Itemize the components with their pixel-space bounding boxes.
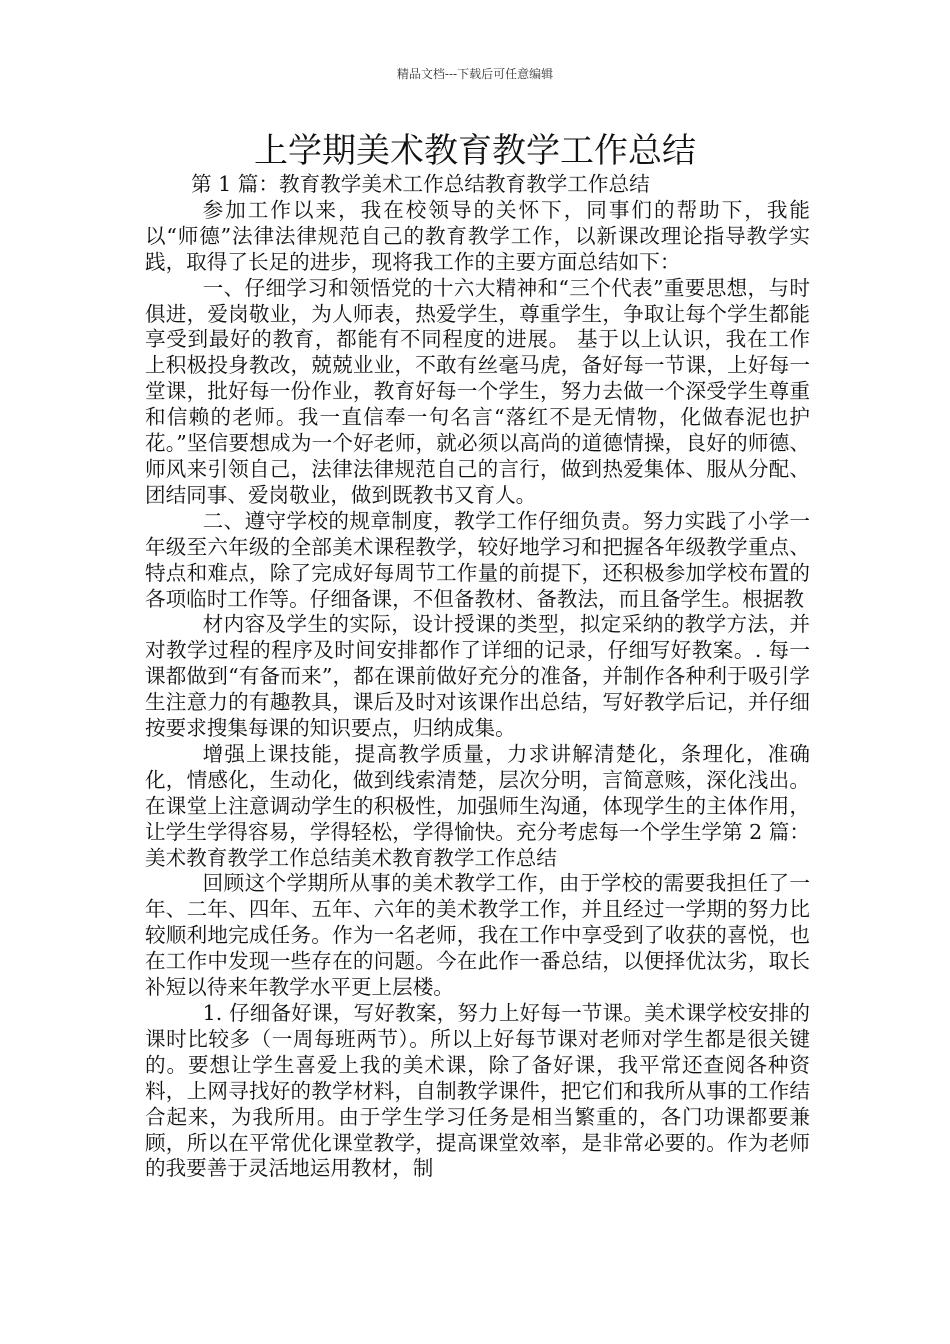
paragraph-item-one: 1. 仔细备好课，写好教案，努力上好每一节课。美术课学校安排的课时比较多（一周每班两节）。所以上好每节课对老师对学生都是很关键的。要想让学生喜爱上我的美术课，除了备好课，我平常还查阅各种资料，上网寻找好的教学材料，自制教学课件，把它们和我所从事的工作结合起来，为我所用。由于学生学习任务是相当繁重的，各门功课都要兼顾，所以在平常优化课堂教学，提高课堂效率，是非常必要的。作为老师的我要善于灵活地运用教材，制	[145, 1001, 810, 1181]
paragraph-lesson-prep: 材内容及学生的实际，设计授课的类型，拟定采纳的教学方法，并对教学过程的程序及时间安排都作了详细的记录，仔细写好教案。. 每一课都做到“有备而来”，都在课前做好充分的准备，并制作各种利于吸引学生注意力的有趣教具，课后及时对该课作出总结，写好教学后记，并仔细按要求搜集每课的知识要点，归纳成集。	[145, 612, 810, 741]
page-title: 上学期美术教育教学工作总结	[254, 131, 696, 171]
paragraph-review: 回顾这个学期所从事的美术教学工作，由于学校的需要我担任了一年、二年、四年、五年、六年的美术教学工作，并且经过一学期的努力比较顺利地完成任务。作为一名老师，我在工作中享受到了收获的喜悦，也在工作中发现一些存在的问题。今在此作一番总结，以便择优汰劣，取长补短以待来年教学水平更上层楼。	[145, 871, 810, 1000]
section-heading: 第 1 篇：教育教学美术工作总结教育教学工作总结	[191, 172, 650, 196]
page-header: 精品文档---下载后可任意编辑	[396, 67, 554, 81]
paragraph-point-two: 二、遵守学校的规章制度，教学工作仔细负责。努力实践了小学一年级至六年级的全部美术课程教学，较好地学习和把握各年级教学重点、特点和难点，除了完成好每周节工作量的前提下，还积极参加学校布置的各项临时工作等。仔细备课，不但备教材、备教法，而且备学生。根据教	[145, 508, 810, 611]
document-body	[145, 172, 810, 1182]
paragraph-teaching-skills: 增强上课技能，提高教学质量，力求讲解清楚化，条理化，准确化，情感化，生动化，做到线索清楚，层次分明，言简意赅，深化浅出。在课堂上注意调动学生的积极性，加强师生沟通，体现学生的主体作用，让学生学得容易，学得轻松，学得愉快。充分考虑每一个学生学第 2 篇：美术教育教学工作总结美术教育教学工作总结	[145, 741, 810, 870]
paragraph-intro: 参加工作以来，我在校领导的关怀下，同事们的帮助下，我能以“师德”法律法律规范自己的教育教学工作，以新课改理论指导教学实践，取得了长足的进步，现将我工作的主要方面总结如下：	[145, 197, 810, 274]
paragraph-point-one: 一、仔细学习和领悟党的十六大精神和“三个代表”重要思想，与时俱进，爱岗敬业，为人师表，热爱学生，尊重学生，争取让每个学生都能享受到最好的教育，都能有不同程度的进展。 基于以上认识，我在工作上积极投身教改，兢兢业业，不敢有丝毫马虎，备好每一节课，上好每一堂课，批好每一份作业，教育好每一个学生，努力去做一个深受学生尊重和信赖的老师。我一直信奉一句名言“落红不是无情物，化做春泥也护花。”坚信要想成为一个好老师，就必须以高尚的道德情操，良好的师德、师风来引领自己，法律法律规范自己的言行，做到热爱集体、服从分配、团结同事、爱岗敬业，做到既教书又育人。	[145, 275, 810, 507]
